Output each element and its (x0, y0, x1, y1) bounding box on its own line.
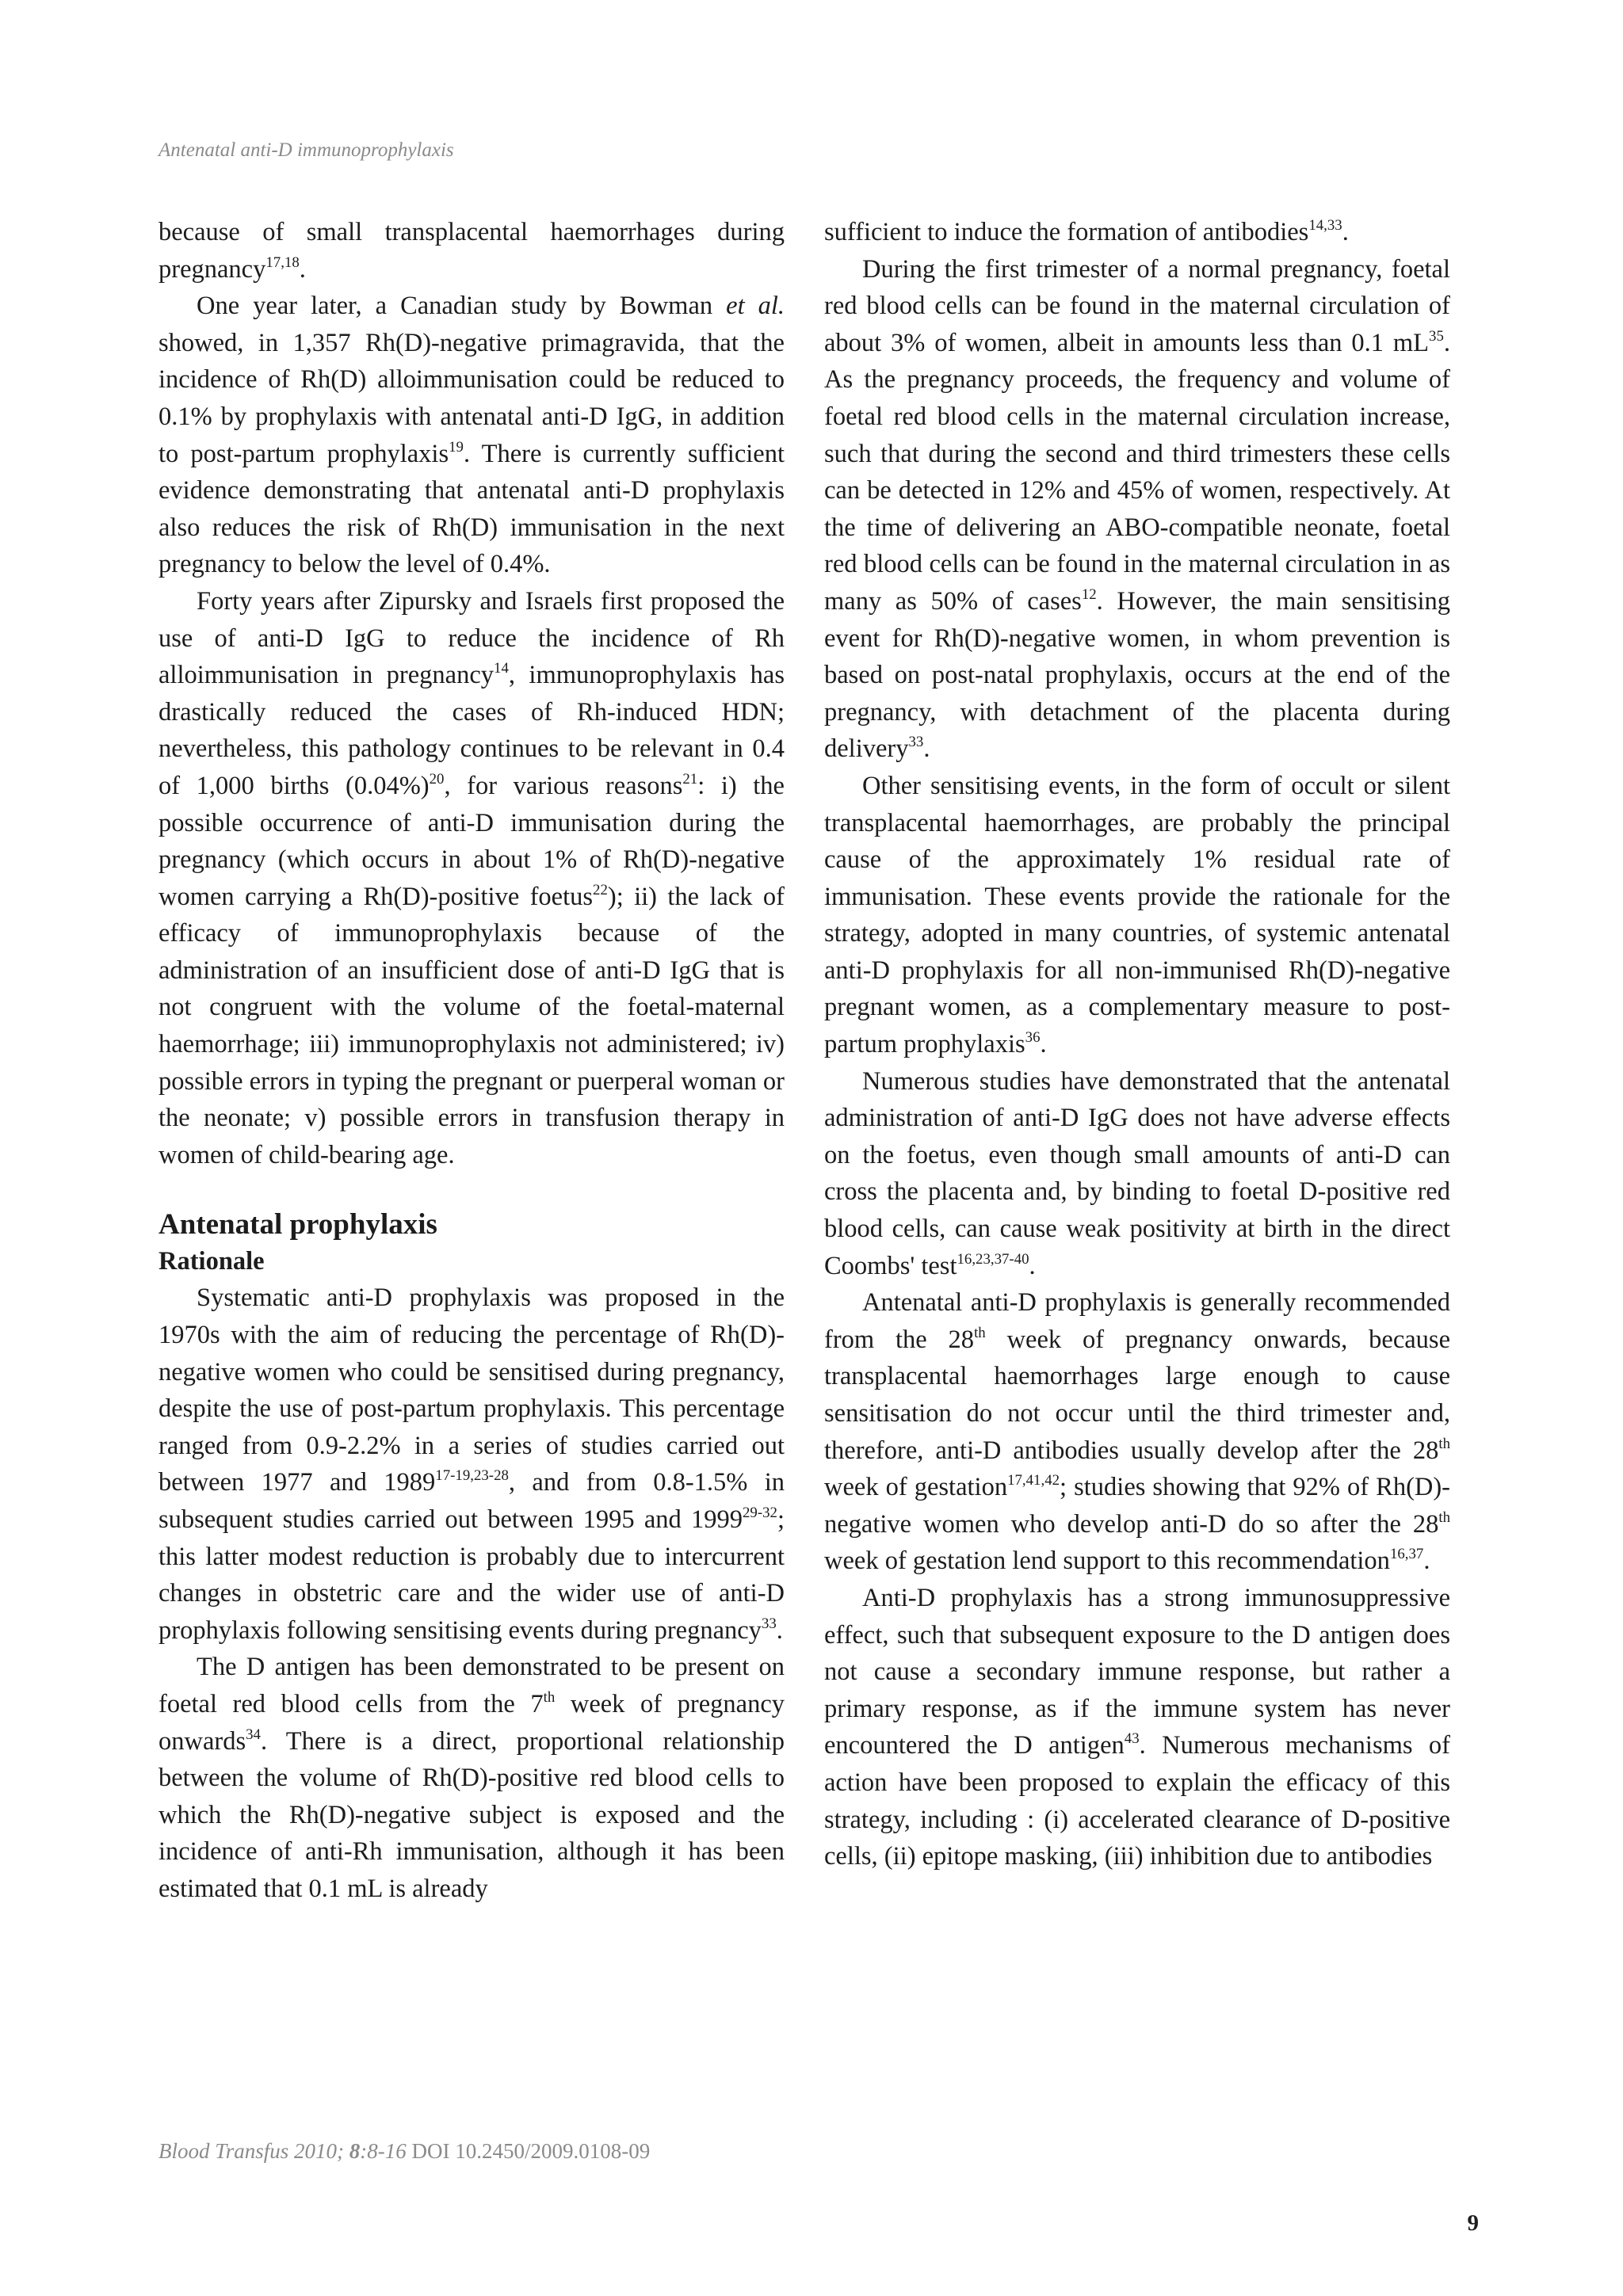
journal-name: Blood Transfus (158, 2139, 289, 2163)
subsection-heading: Rationale (158, 1247, 265, 1276)
citation: 29-32 (743, 1505, 777, 1522)
paragraph: During the first trimester of a normal pregnancy, foetal red blood cells can be found in the maternal circulation of about 3% of women, albeit in amounts less than 0.1 $mL^{35}$. As the pregnancy proceeds, the frequency and volume of foetal red blood cells in the maternal circulation increase, such that during the second and third trimesters these cells can be detected in 12% and 45% of women, respectively. At the time of delivering an ABO-compatible neonate, foetal red blood cells can be found in the maternal circulation in as many as 50% of cases$^{12}$. However, the main sensitising event for Rh(D)-negative women, in whom prevention is based on post-natal prophylaxis, occurs at the end of the pregnancy, with detachment of the placenta during delivery$^{33}$. (824, 254, 1450, 764)
citation: 17,41,42 (1007, 1472, 1060, 1489)
citation: 22 (593, 881, 608, 898)
citation: 16,23,37-40 (957, 1250, 1029, 1268)
citation: 33 (908, 734, 924, 751)
citation: 20 (429, 771, 445, 788)
paragraph: Systematic anti-D prophylaxis was proposed in the 1970s with the aim of reducing the percentage of Rh(D)-negative women who could be sensitised during pregnancy, despite the use of post-partum prophylaxis. This percentage ranged from 0.9-2.2% in a series of studies carried out between 1977 and 1989$^{17-19,23-28}$, and from 0.8-1.5% in subsequent studies carried out between 1995 and 1999$^{29-32}$; this latter modest reduction is probably due to intercurrent changes in obstetric care and the wider use of anti-D prophylaxis following sensitising events during pregnancy$^{33}$. (158, 1283, 785, 1645)
citation: 33 (761, 1615, 777, 1632)
paragraph: Other sensitising events, in the form of occult or silent transplacental haemorrhages, are probably the principal cause of the approximately 1% residual rate of immunisation. These events provide the rationale for the strategy, adopted in many countries, of systemic antenatal anti-D prophylaxis for all non-immunised Rh(D)-negative pregnant women, as a complementary measure to post-partum prophylaxis$^{36}$. (824, 771, 1450, 1059)
paragraph: Forty years after Zipursky and Israels first proposed the use of anti-D IgG to reduce the incidence of Rh alloimmunisation in pregnancy$^{14}$, immunoprophylaxis has drastically reduced the cases of Rh-induced HDN; nevertheless, this pathology continues to be relevant in 0.4 of 1,000 births $(0.04\%)^{20}$, for various reasons$^{21}$: i) the possible occurrence of anti-D immunisation during the pregnancy (which occurs in about 1% of Rh(D)-negative women carrying a Rh(D)-positive foetus$^{22}$); ii) the lack of efficacy of immunoprophylaxis because of the administration of an insufficient dose of anti-D IgG that is not congruent with the volume of the foetal-maternal haemorrhage; iii) immunoprophylaxis not administered; iv) possible errors in typing the pregnant or puerperal woman or the neonate; v) possible errors in transfusion therapy in women of child-bearing age. (158, 586, 785, 1169)
citation: 43 (1124, 1730, 1140, 1748)
paragraph: Anti-D prophylaxis has a strong immunosuppressive effect, such that subsequent exposure to the D antigen does not cause a secondary immune response, but rather a primary response, as if the immune system has never encountered the D antigen$^{43}$. Numerous mechanisms of action have been proposed to explain the efficacy of this strategy, including : (i) accelerated clearance of D-positive cells, (ii) epitope masking, (iii) inhibition due to antibodies (824, 1583, 1450, 1871)
doi: DOI 10.2450/2009.0108-09 (406, 2139, 651, 2163)
page-number: 9 (1467, 2210, 1479, 2236)
paragraph: Antenatal anti-D prophylaxis is generally recommended from the 28th week of pregnancy onwards, because transplacental haemorrhages large enough to cause sensitisation do not occur until the third trimester and, therefore, anti-D antibodies usually develop after the 28th week of gestation$^{17,41,42}$; studies showing that 92% of Rh(D)-negative women who develop anti-D do so after the 28th week of gestation lend support to this recommendation$^{16,37}$. (824, 1288, 1451, 1576)
citation: 34 (246, 1726, 261, 1743)
footer-citation: Blood Transfus 2010; 8:8-16 DOI 10.2450/2009.0108-09 (158, 2139, 651, 2163)
citation: 16,37 (1389, 1546, 1424, 1563)
citation: 35 (1429, 327, 1444, 345)
right-column (824, 214, 1450, 1875)
citation: 19 (449, 438, 464, 456)
citation: 12 (1081, 586, 1097, 604)
citation: 17,18 (265, 254, 300, 271)
paragraph: sufficient to induce the formation of antibodies$^{14,33}$. (824, 217, 1349, 246)
left-column (158, 214, 785, 1908)
paragraph: The D antigen has been demonstrated to be present on foetal red blood cells from the 7th week of pregnancy onwards$^{34}$. There is a direct, proportional relationship between the volume of Rh(D)-positive red blood cells to which the Rh(D)-negative subject is exposed and the incidence of anti-Rh immunisation, although it has been estimated that 0.1 mL is already (158, 1653, 785, 1903)
paragraph: One year later, a Canadian study by Bowman et al. showed, in 1,357 Rh(D)-negative primagravida, that the incidence of Rh(D) alloimmunisation could be reduced to 0.1% by prophylaxis with antenatal anti-D IgG, in addition to post-partum prophylaxis$^{19}$. There is currently sufficient evidence demonstrating that antenatal anti-D prophylaxis also reduces the risk of Rh(D) immunisation in the next pregnancy to below the level of 0.4%. (158, 292, 785, 579)
citation: 14,33 (1308, 217, 1342, 235)
paragraph: Numerous studies have demonstrated that the antenatal administration of anti-D IgG does not have adverse effects on the foetus, even though small amounts of anti-D can cross the placenta and, by binding to foetal D-positive red blood cells, can cause weak positivity at birth in the direct Coombs' test$^{16,23,37-40}$. (824, 1066, 1450, 1280)
citation: 14 (494, 660, 509, 677)
paragraph: because of small transplacental haemorrhages during pregnancy$^{17,18}$. (158, 218, 785, 284)
running-head: Antenatal anti-D immunoprophylaxis (158, 139, 454, 161)
citation: 17-19,23-28 (435, 1467, 509, 1485)
citation: 21 (682, 771, 698, 788)
citation: 36 (1025, 1029, 1041, 1047)
section-heading: Antenatal prophylaxis (158, 1208, 437, 1241)
